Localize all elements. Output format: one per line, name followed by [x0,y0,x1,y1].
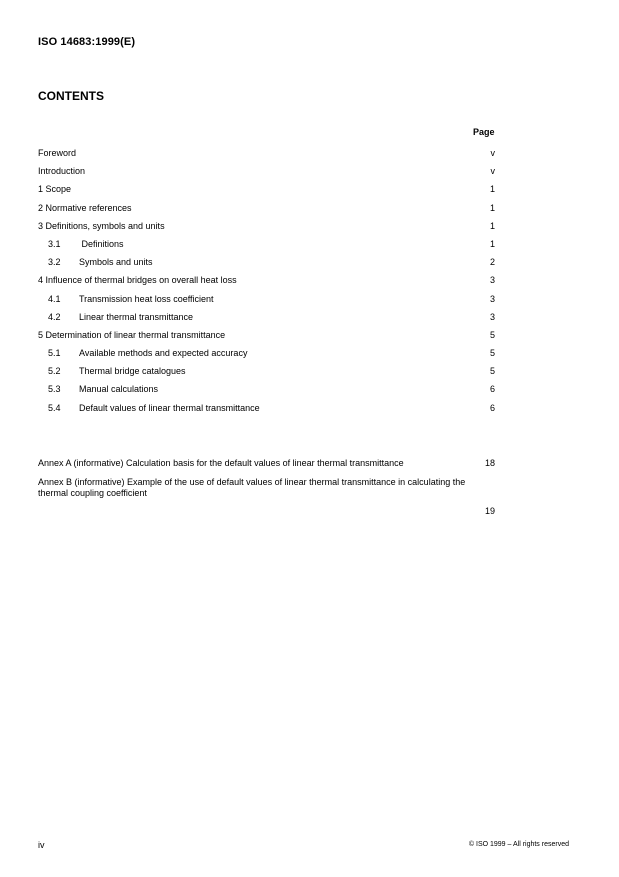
toc-entry-page: v [490,166,495,177]
toc-entry-number: 5.2 [48,366,61,377]
toc-entry-page: 5 [489,366,495,377]
toc-entry-title: Manual calculations [79,384,159,395]
toc-entry-title: 3 Definitions, symbols and units [38,220,165,231]
toc-entry-number: 4.2 [48,311,61,322]
toc-entry-default-values[interactable] [38,403,498,421]
toc-entry-title: 2 Normative references [38,202,132,213]
toc-entry-page: 5 [489,329,495,340]
toc-entry-title: Transmission heat loss coefficient [79,293,214,304]
contents-title: CONTENTS [38,89,104,103]
toc-entry-title: Thermal bridge catalogues [79,366,186,377]
toc-entry-linear-thermal-transmittance[interactable] [38,312,498,330]
toc-entry-number: 3.1 [48,238,61,249]
toc-entry-determination[interactable] [38,330,498,348]
annex-page: 19 [484,506,495,516]
toc-entry-title: 1 Scope [38,184,72,195]
toc-entry-annex-b[interactable] [38,477,498,521]
annex-page: 18 [484,458,495,468]
toc-entry-page: 5 [489,348,495,359]
toc-entry-title: Foreword [38,148,77,158]
footer-copyright: © ISO 1999 – All rights reserved [468,841,569,848]
toc-entry-title: Symbols and units [79,257,153,268]
footer-page-number: iv [38,840,45,850]
toc-entry-page: 3 [489,293,495,304]
toc-entry-page: 1 [489,202,495,213]
annex-list [38,458,498,521]
toc-entry-page: 6 [489,402,495,413]
toc-entry-thermal-bridge-catalogues[interactable] [38,366,498,384]
toc-entry-page: 3 [489,311,495,322]
toc-entry-title: 4 Influence of thermal bridges on overall heat loss [38,275,237,286]
toc-entry-page: 1 [489,184,495,195]
page-column-header: Page [473,127,495,137]
toc-entry-normative-references[interactable] [38,203,498,221]
toc-entry-number: 5.3 [48,384,61,395]
toc-entry-available-methods[interactable] [38,348,498,366]
toc-entry-symbols-units[interactable] [38,257,498,275]
toc-entry-manual-calculations[interactable] [38,384,498,402]
toc-entry-page: 1 [489,238,495,249]
toc-entry-title: Available methods and expected accuracy [79,348,248,359]
toc-entry-number: 5.4 [48,402,61,413]
toc-entry-number: 3.2 [48,257,61,268]
toc-entry-annex-a[interactable] [38,458,498,477]
toc-entry-definitions[interactable] [38,239,498,257]
toc-entry-scope[interactable] [38,184,498,202]
toc-entry-page: 6 [489,384,495,395]
toc-entry-number: 5.1 [48,348,61,359]
annex-title: Annex A (informative) Calculation basis for the default values of linear thermal transmittance [38,458,404,468]
toc-entry-page: 1 [489,220,495,231]
toc-entry-foreword[interactable] [38,148,498,166]
annex-title: Annex B (informative) Example of the use of default values of linear thermal transmittance in calculating the thermal coupling coefficient [38,477,466,498]
toc-entry-title: 5 Determination of linear thermal transmittance [38,329,226,340]
toc-entry-title: Default values of linear thermal transmittance [79,402,260,413]
toc-entry-number: 4.1 [48,293,61,304]
toc-entry-definitions-symbols-units[interactable] [38,221,498,239]
toc-entry-page: v [490,148,495,158]
toc-entry-page: 3 [489,275,495,286]
toc-entry-title: Introduction [38,166,86,177]
toc-entry-transmission-heat-loss[interactable] [38,294,498,312]
toc-entry-page: 2 [489,257,495,268]
toc-entry-influence-thermal-bridges[interactable] [38,275,498,293]
table-of-contents [38,148,498,421]
document-id: ISO 14683:1999(E) [38,36,136,48]
toc-entry-introduction[interactable] [38,166,498,184]
toc-entry-title: Linear thermal transmittance [79,311,194,322]
toc-entry-title: Definitions [79,238,124,249]
